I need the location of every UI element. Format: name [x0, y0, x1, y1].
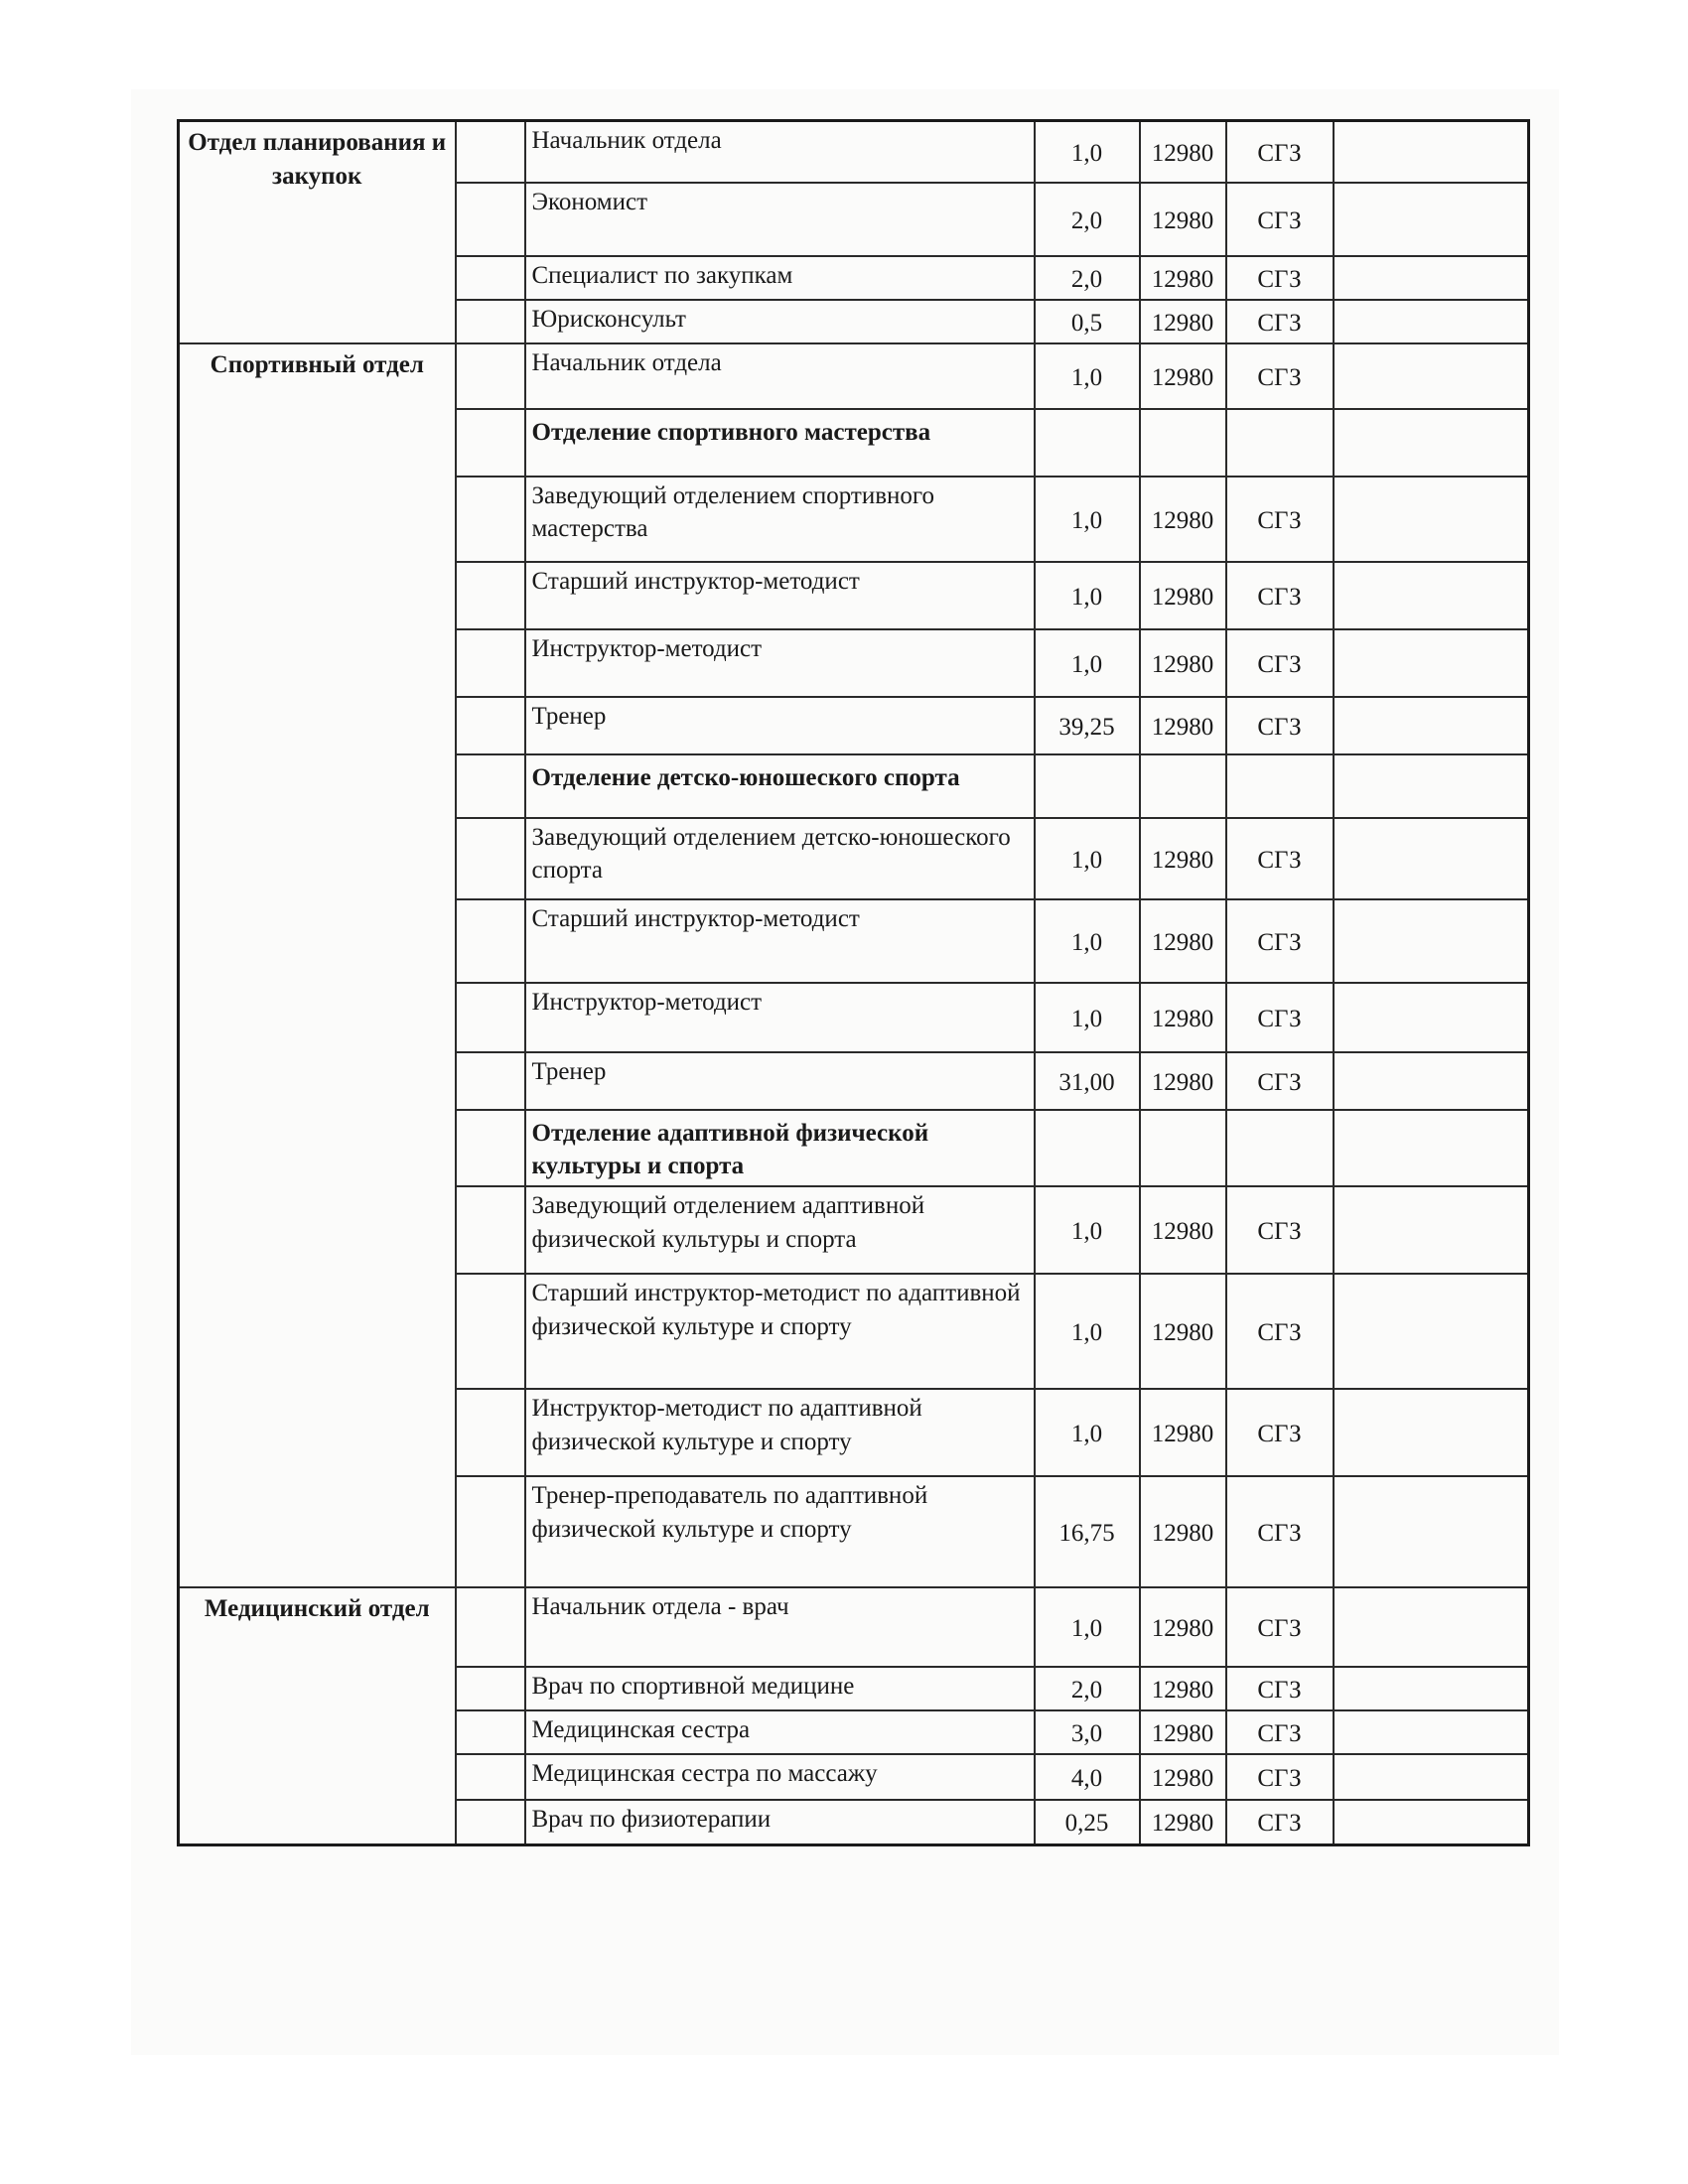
staff-units: 0,25: [1035, 1800, 1140, 1845]
staff-units: 1,0: [1035, 121, 1140, 183]
funding-source: СГЗ: [1226, 1476, 1334, 1587]
salary-value: 12980: [1140, 256, 1226, 300]
department-name: Отдел планирования и закупок: [179, 121, 456, 343]
empty-cell: [456, 1710, 525, 1754]
subsection-title: Отделение спортивного мастерства: [525, 409, 1035, 477]
note-cell: [1334, 300, 1529, 343]
salary-value: 12980: [1140, 1052, 1226, 1110]
funding-source: [1226, 1110, 1334, 1187]
funding-source: СГЗ: [1226, 899, 1334, 983]
salary-value: 12980: [1140, 477, 1226, 562]
note-cell: [1334, 818, 1529, 899]
salary-value: 12980: [1140, 697, 1226, 754]
empty-cell: [456, 1667, 525, 1710]
empty-cell: [456, 1800, 525, 1845]
funding-source: СГЗ: [1226, 1274, 1334, 1389]
note-cell: [1334, 629, 1529, 697]
empty-cell: [456, 983, 525, 1052]
funding-source: СГЗ: [1226, 256, 1334, 300]
table-row: [179, 121, 1529, 183]
position-name: Врач по спортивной медицине: [525, 1667, 1035, 1710]
empty-cell: [456, 1587, 525, 1667]
position-name: Тренер: [525, 1052, 1035, 1110]
salary-value: [1140, 1110, 1226, 1187]
salary-value: 12980: [1140, 343, 1226, 409]
staff-units: 1,0: [1035, 1587, 1140, 1667]
staff-units: 1,0: [1035, 1389, 1140, 1476]
staff-units: 4,0: [1035, 1754, 1140, 1800]
note-cell: [1334, 1186, 1529, 1274]
table-row: [179, 1587, 1529, 1667]
empty-cell: [456, 629, 525, 697]
funding-source: СГЗ: [1226, 1186, 1334, 1274]
staff-units: 1,0: [1035, 562, 1140, 629]
note-cell: [1334, 899, 1529, 983]
note-cell: [1334, 983, 1529, 1052]
note-cell: [1334, 256, 1529, 300]
staff-units: 1,0: [1035, 343, 1140, 409]
salary-value: [1140, 409, 1226, 477]
empty-cell: [456, 1274, 525, 1389]
salary-value: 12980: [1140, 1667, 1226, 1710]
position-name: Инструктор-методист по адаптивной физической культуре и спорту: [525, 1389, 1035, 1476]
empty-cell: [456, 754, 525, 818]
empty-cell: [456, 1476, 525, 1587]
empty-cell: [456, 1754, 525, 1800]
note-cell: [1334, 754, 1529, 818]
position-name: Старший инструктор-методист: [525, 899, 1035, 983]
funding-source: СГЗ: [1226, 1710, 1334, 1754]
position-name: Начальник отдела: [525, 343, 1035, 409]
empty-cell: [456, 183, 525, 256]
note-cell: [1334, 1389, 1529, 1476]
salary-value: 12980: [1140, 629, 1226, 697]
note-cell: [1334, 1754, 1529, 1800]
salary-value: 12980: [1140, 562, 1226, 629]
salary-value: 12980: [1140, 1710, 1226, 1754]
funding-source: СГЗ: [1226, 1389, 1334, 1476]
salary-value: [1140, 754, 1226, 818]
position-name: Медицинская сестра по массажу: [525, 1754, 1035, 1800]
empty-cell: [456, 1389, 525, 1476]
staff-units: 16,75: [1035, 1476, 1140, 1587]
position-name: Врач по физиотерапии: [525, 1800, 1035, 1845]
staff-units: 0,5: [1035, 300, 1140, 343]
empty-cell: [456, 697, 525, 754]
funding-source: СГЗ: [1226, 477, 1334, 562]
department-name: Спортивный отдел: [179, 343, 456, 1588]
funding-source: СГЗ: [1226, 1754, 1334, 1800]
empty-cell: [456, 1052, 525, 1110]
staff-units: 3,0: [1035, 1710, 1140, 1754]
funding-source: [1226, 754, 1334, 818]
subsection-title: Отделение адаптивной физической культуры и спорта: [525, 1110, 1035, 1187]
position-name: Старший инструктор-методист: [525, 562, 1035, 629]
salary-value: 12980: [1140, 1800, 1226, 1845]
note-cell: [1334, 183, 1529, 256]
note-cell: [1334, 1052, 1529, 1110]
funding-source: СГЗ: [1226, 183, 1334, 256]
staff-units: 1,0: [1035, 629, 1140, 697]
staff-units: 39,25: [1035, 697, 1140, 754]
staff-units: 1,0: [1035, 477, 1140, 562]
staff-units: 1,0: [1035, 1186, 1140, 1274]
empty-cell: [456, 477, 525, 562]
table-row: [179, 343, 1529, 409]
funding-source: СГЗ: [1226, 562, 1334, 629]
funding-source: СГЗ: [1226, 121, 1334, 183]
funding-source: СГЗ: [1226, 697, 1334, 754]
note-cell: [1334, 1710, 1529, 1754]
empty-cell: [456, 256, 525, 300]
position-name: Экономист: [525, 183, 1035, 256]
empty-cell: [456, 409, 525, 477]
salary-value: 12980: [1140, 818, 1226, 899]
funding-source: СГЗ: [1226, 1052, 1334, 1110]
note-cell: [1334, 409, 1529, 477]
position-name: Старший инструктор-методист по адаптивной физической культуре и спорту: [525, 1274, 1035, 1389]
salary-value: 12980: [1140, 121, 1226, 183]
position-name: Юрисконсульт: [525, 300, 1035, 343]
position-name: Начальник отдела - врач: [525, 1587, 1035, 1667]
salary-value: 12980: [1140, 1754, 1226, 1800]
staff-units: 2,0: [1035, 1667, 1140, 1710]
staff-units: 1,0: [1035, 818, 1140, 899]
salary-value: 12980: [1140, 1274, 1226, 1389]
subsection-title: Отделение детско-юношеского спорта: [525, 754, 1035, 818]
position-name: Инструктор-методист: [525, 983, 1035, 1052]
note-cell: [1334, 697, 1529, 754]
position-name: Медицинская сестра: [525, 1710, 1035, 1754]
note-cell: [1334, 477, 1529, 562]
salary-value: 12980: [1140, 1476, 1226, 1587]
salary-value: 12980: [1140, 300, 1226, 343]
funding-source: СГЗ: [1226, 1800, 1334, 1845]
note-cell: [1334, 343, 1529, 409]
salary-value: 12980: [1140, 1186, 1226, 1274]
note-cell: [1334, 1800, 1529, 1845]
salary-value: 12980: [1140, 899, 1226, 983]
empty-cell: [456, 899, 525, 983]
funding-source: СГЗ: [1226, 983, 1334, 1052]
staff-units: 1,0: [1035, 1274, 1140, 1389]
empty-cell: [456, 300, 525, 343]
position-name: Заведующий отделением спортивного мастерства: [525, 477, 1035, 562]
funding-source: СГЗ: [1226, 343, 1334, 409]
funding-source: СГЗ: [1226, 1667, 1334, 1710]
note-cell: [1334, 1667, 1529, 1710]
note-cell: [1334, 1476, 1529, 1587]
position-name: Начальник отдела: [525, 121, 1035, 183]
staff-units: 31,00: [1035, 1052, 1140, 1110]
salary-value: 12980: [1140, 983, 1226, 1052]
funding-source: СГЗ: [1226, 818, 1334, 899]
note-cell: [1334, 1587, 1529, 1667]
note-cell: [1334, 1110, 1529, 1187]
position-name: Тренер-преподаватель по адаптивной физической культуре и спорту: [525, 1476, 1035, 1587]
staff-units: 2,0: [1035, 256, 1140, 300]
position-name: Инструктор-методист: [525, 629, 1035, 697]
staff-units: 2,0: [1035, 183, 1140, 256]
note-cell: [1334, 1274, 1529, 1389]
note-cell: [1334, 121, 1529, 183]
empty-cell: [456, 121, 525, 183]
empty-cell: [456, 818, 525, 899]
staff-units: [1035, 409, 1140, 477]
funding-source: [1226, 409, 1334, 477]
position-name: Тренер: [525, 697, 1035, 754]
empty-cell: [456, 343, 525, 409]
department-name: Медицинский отдел: [179, 1587, 456, 1845]
note-cell: [1334, 562, 1529, 629]
empty-cell: [456, 1186, 525, 1274]
staff-units: [1035, 754, 1140, 818]
funding-source: СГЗ: [1226, 300, 1334, 343]
funding-source: СГЗ: [1226, 1587, 1334, 1667]
salary-value: 12980: [1140, 1389, 1226, 1476]
staff-units: 1,0: [1035, 983, 1140, 1052]
salary-value: 12980: [1140, 1587, 1226, 1667]
staff-units: [1035, 1110, 1140, 1187]
staffing-table: [177, 119, 1530, 1846]
position-name: Заведующий отделением детско-юношеского спорта: [525, 818, 1035, 899]
funding-source: СГЗ: [1226, 629, 1334, 697]
position-name: Заведующий отделением адаптивной физической культуры и спорта: [525, 1186, 1035, 1274]
salary-value: 12980: [1140, 183, 1226, 256]
empty-cell: [456, 562, 525, 629]
position-name: Специалист по закупкам: [525, 256, 1035, 300]
empty-cell: [456, 1110, 525, 1187]
staff-units: 1,0: [1035, 899, 1140, 983]
